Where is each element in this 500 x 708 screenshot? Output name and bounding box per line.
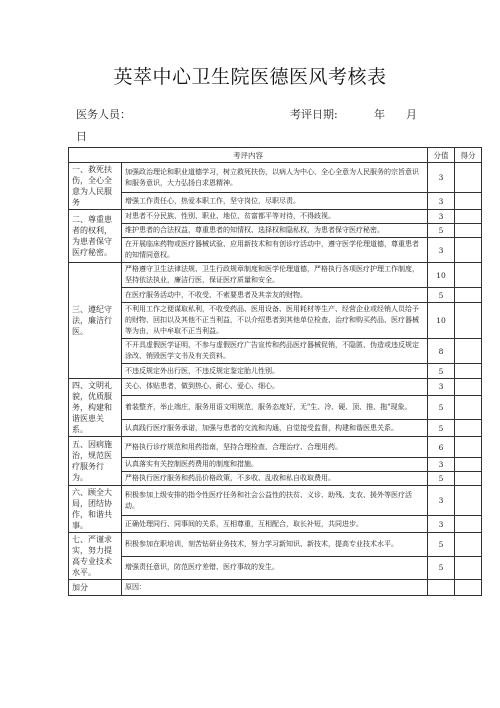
table-row	[69, 516, 482, 533]
table-row	[69, 379, 482, 396]
content-cell: 严格执行医疗服务和药品价格政策，不多收、乱收和私自收取费用。	[122, 472, 428, 486]
score-cell: 5	[428, 288, 455, 303]
person-label: 医务人员：	[76, 108, 131, 121]
bonus-reason[interactable]: 原因：	[122, 580, 428, 596]
content-cell: 在医疗服务活动中，不收受、不索要患者及其亲友的财物。	[122, 288, 428, 303]
bonus-score-cell[interactable]	[428, 580, 455, 596]
content-cell: 积极参加上级安排的指令性医疗任务和社会公益性的扶贫、义诊、助残、支农、援外等医疗活动。	[122, 486, 428, 516]
score-cell: 3	[428, 458, 455, 472]
score-cell: 3	[428, 163, 455, 193]
header-score: 分值	[428, 148, 455, 163]
score-cell: 3	[428, 486, 455, 516]
month-label: 月	[406, 108, 417, 121]
day-label: 日	[76, 130, 87, 143]
table-header-row	[69, 148, 482, 163]
table-row	[69, 238, 482, 263]
content-cell: 严格执行诊疗规范和用药指南，坚持合理检查、合理治疗、合理用药。	[122, 437, 428, 458]
content-cell: 在开展临床药物或医疗器械试验、应用新技术和有创诊疗活动中，遵守医学伦理道德，尊重患者的知情同意权。	[122, 238, 428, 263]
got-score-cell[interactable]	[455, 263, 482, 288]
got-score-cell[interactable]	[455, 516, 482, 533]
table-row	[69, 263, 482, 288]
page-title: 英萃中心卫生院医德医风考核表	[113, 66, 387, 88]
category-cell: 六、顾全大局，团结协作，和谐共事。	[69, 486, 122, 533]
assessment-table	[68, 147, 482, 596]
content-cell: 增强工作责任心，热爱本职工作，坚守岗位，尽职尽责。	[122, 193, 428, 210]
table-row	[69, 224, 482, 238]
bonus-row	[69, 580, 482, 596]
content-cell: 着装整齐，举止端庄，服务用语文明规范，服务态度好，无"生、冷、硬、顶、推、拖"现象。	[122, 395, 428, 420]
got-score-cell[interactable]	[455, 288, 482, 303]
table-row	[69, 395, 482, 420]
bonus-got-cell[interactable]	[455, 580, 482, 596]
score-cell: 5	[428, 224, 455, 238]
got-score-cell[interactable]	[455, 238, 482, 263]
content-cell: 不开具虚假医学证明，不参与虚假医疗广告宣传和药品医疗器械促销，不隐匿、伪造或违反规定涂改、销毁医学文书及有关资料。	[122, 339, 428, 364]
got-score-cell[interactable]	[455, 224, 482, 238]
got-score-cell[interactable]	[455, 472, 482, 486]
table-row	[69, 533, 482, 557]
got-score-cell[interactable]	[455, 339, 482, 364]
table-body	[69, 163, 482, 596]
score-cell: 3	[428, 238, 455, 263]
score-cell: 5	[428, 364, 455, 379]
category-cell: 七、严谨求实，努力提高专业技术水平。	[69, 533, 122, 580]
got-score-cell[interactable]	[455, 163, 482, 193]
score-cell: 5	[428, 395, 455, 420]
category-cell: 四、文明礼貌，优质服务，构建和谐医患关系。	[69, 379, 122, 437]
got-score-cell[interactable]	[455, 437, 482, 458]
bonus-label: 加分	[69, 580, 122, 596]
content-cell: 认真落实有关控制医药费用的制度和措施。	[122, 458, 428, 472]
score-cell: 3	[428, 379, 455, 396]
year-label: 年	[374, 108, 385, 121]
got-score-cell[interactable]	[455, 533, 482, 557]
table-row	[69, 364, 482, 379]
header-got: 得分	[455, 148, 482, 163]
date-label: 考评日期:	[290, 108, 338, 121]
content-cell: 正确处理同行、同事间的关系，互相尊重，互相配合，取长补短，共同进步。	[122, 516, 428, 533]
category-cell: 一、救死扶伤，全心全意为人民服务	[69, 163, 122, 210]
table-row	[69, 437, 482, 458]
table-row	[69, 556, 482, 580]
content-cell: 关心、体贴患者，做到热心、耐心、爱心、细心。	[122, 379, 428, 396]
got-score-cell[interactable]	[455, 556, 482, 580]
score-cell: 8	[428, 339, 455, 364]
score-cell: 5	[428, 420, 455, 437]
got-score-cell[interactable]	[455, 486, 482, 516]
got-score-cell[interactable]	[455, 210, 482, 224]
content-cell: 增强责任意识，防范医疗差错、医疗事故的发生。	[122, 556, 428, 580]
got-score-cell[interactable]	[455, 420, 482, 437]
score-cell: 5	[428, 556, 455, 580]
table-row	[69, 339, 482, 364]
table-row	[69, 288, 482, 303]
got-score-cell[interactable]	[455, 458, 482, 472]
score-cell: 5	[428, 472, 455, 486]
category-cell: 五、因病施治，规范医疗服务行为。	[69, 437, 122, 486]
content-cell: 严格遵守卫生法律法规、卫生行政规章制度和医学伦理道德，严格执行各项医疗护理工作制度，坚持依法执业，廉洁行医，保证医疗质量和安全。	[122, 263, 428, 288]
score-cell: 10	[428, 303, 455, 339]
table-row	[69, 303, 482, 339]
content-cell: 认真践行医疗服务承诺，加强与患者的交流和沟通，自觉接受监督，构建和谐医患关系。	[122, 420, 428, 437]
header-content: 考评内容	[69, 148, 428, 163]
got-score-cell[interactable]	[455, 379, 482, 396]
score-cell: 10	[428, 263, 455, 288]
score-cell: 3	[428, 193, 455, 210]
content-cell: 积极参加在职培训，刻苦钻研业务技术，努力学习新知识、新技术，提高专业技术水平。	[122, 533, 428, 557]
score-cell: 3	[428, 210, 455, 224]
table-row	[69, 193, 482, 210]
score-cell: 3	[428, 516, 455, 533]
table-row	[69, 420, 482, 437]
table-row	[69, 458, 482, 472]
table-row	[69, 486, 482, 516]
content-cell: 加强政治理论和职业道德学习，树立救死扶伤，以病人为中心、全心全意为人民服务的宗旨意识和服务意识，大力弘扬白求恩精神。	[122, 163, 428, 193]
got-score-cell[interactable]	[455, 193, 482, 210]
content-cell: 不违反规定外出行医，不违反规定鉴定胎儿性别。	[122, 364, 428, 379]
got-score-cell[interactable]	[455, 395, 482, 420]
category-cell: 三、遵纪守法，廉洁行医。	[69, 263, 122, 379]
content-cell: 对患者不分民族、性别、职业、地位、贫富都平等对待，不得歧视。	[122, 210, 428, 224]
category-cell: 二、尊重患者的权利，为患者保守医疗秘密。	[69, 210, 122, 263]
table-row	[69, 472, 482, 486]
content-cell: 维护患者的合法权益，尊重患者的知情权、选择权和隐私权，为患者保守医疗秘密。	[122, 224, 428, 238]
content-cell: 不利用工作之便谋取私利，不收受药品、医用设备、医用耗材等生产、经营企业或经销人员给予的财物、回扣以及其他不正当利益，不以介绍患者到其他单位检查、治疗和购买药品、医疗器械等为由，从中牟取不正当利益。	[122, 303, 428, 339]
table-row	[69, 163, 482, 193]
got-score-cell[interactable]	[455, 303, 482, 339]
got-score-cell[interactable]	[455, 364, 482, 379]
score-cell: 6	[428, 437, 455, 458]
score-cell: 5	[428, 533, 455, 557]
table-row	[69, 210, 482, 224]
